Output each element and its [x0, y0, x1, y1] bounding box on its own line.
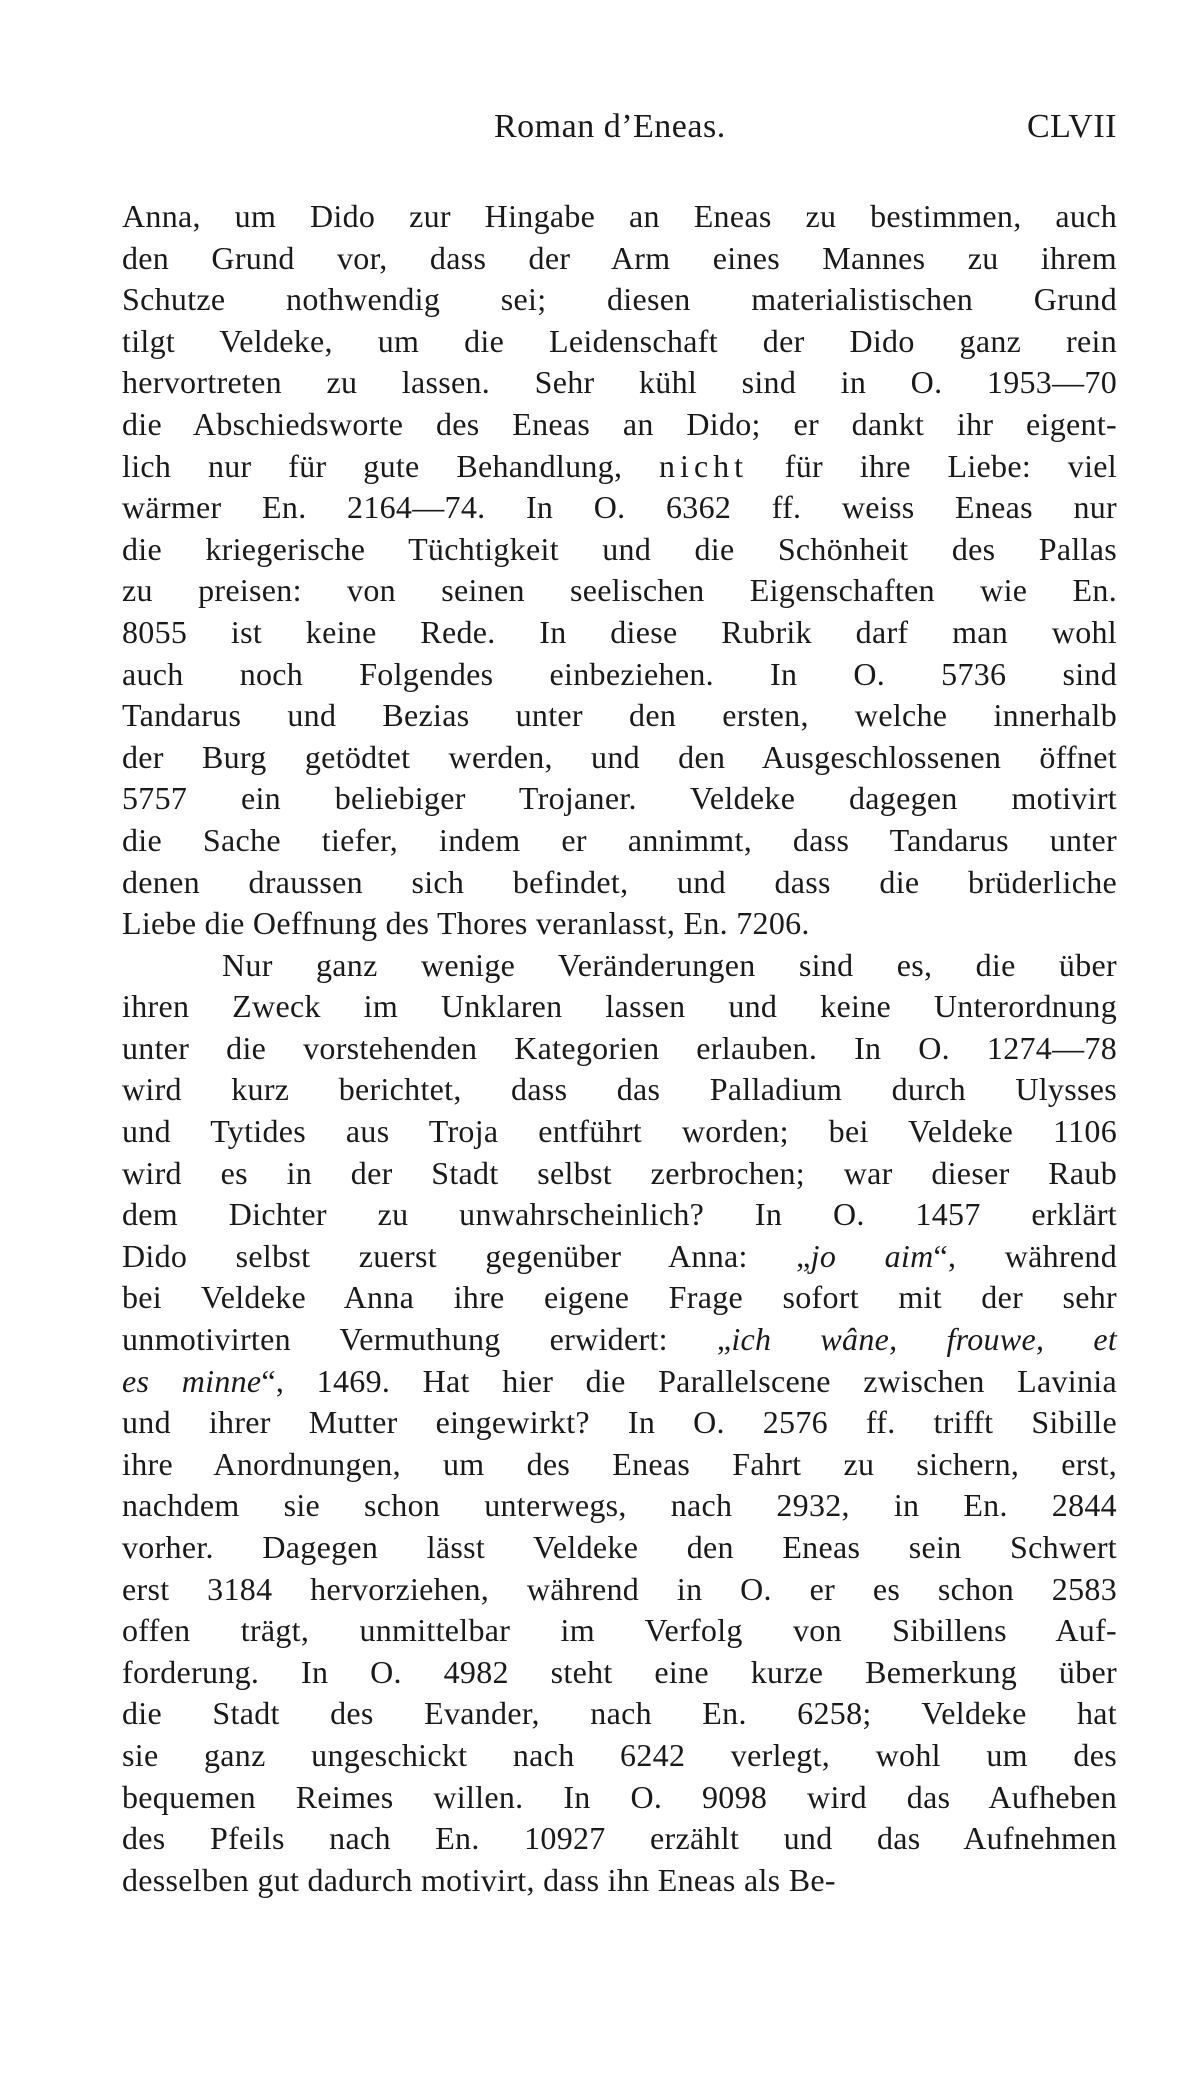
text-line: [122, 612, 1117, 654]
text-line: [122, 1693, 1117, 1735]
body-text: [122, 196, 1117, 1901]
text-line: [122, 1236, 1117, 1278]
text-line: [122, 986, 1117, 1028]
text-line: [122, 778, 1117, 820]
text-run: nachdem sie schon unterwegs, nach 2932, in En. 2844: [122, 1487, 1117, 1524]
text-line: [122, 279, 1117, 321]
text-run: bequemen Reimes willen. In O. 9098 wird das Aufheben: [122, 1778, 1117, 1815]
text-run: “, 1469. Hat hier die Parallelscene zwischen Lavinia: [261, 1362, 1117, 1399]
text-run: Liebe die Oeffnung des Thores veranlasst, En. 7206.: [122, 905, 810, 942]
text-run: 8055 ist keine Rede. In diese Rubrik darf man wohl: [122, 613, 1117, 650]
text-run: unmotivirten Vermuthung erwidert: „: [122, 1321, 732, 1358]
text-run: offen trägt, unmittelbar im Verfolg von Sibillens Auf-: [122, 1612, 1117, 1649]
text-line: [122, 1569, 1117, 1611]
text-run: denen draussen sich befindet, und dass die brüderliche: [122, 863, 1117, 900]
text-run: forderung. In O. 4982 steht eine kurze Bemerkung über: [122, 1653, 1117, 1690]
text-run: auch noch Folgendes einbeziehen. In O. 5736 sind: [122, 655, 1117, 692]
text-line: [122, 1111, 1117, 1153]
text-run: Tandarus und Bezias unter den ersten, welche innerhalb: [122, 697, 1117, 734]
text-line: [122, 1777, 1117, 1819]
text-run: lich nur für gute Behandlung,: [122, 447, 660, 484]
text-line: [122, 570, 1117, 612]
text-run: für ihre Liebe: viel: [748, 447, 1117, 484]
text-run: die Abschiedsworte des Eneas an Dido; er dankt ihr eigent-: [122, 405, 1117, 442]
text-line: [122, 238, 1117, 280]
page-number: CLVII: [1026, 108, 1117, 145]
text-run: unter die vorstehenden Kategorien erlauben. In O. 1274—78: [122, 1029, 1117, 1066]
text-run: der Burg getödtet werden, und den Ausgeschlossenen öffnet: [122, 738, 1117, 775]
text-run: “, während: [933, 1237, 1117, 1274]
text-run: wärmer En. 2164—74. In O. 6362 ff. weiss Eneas nur: [122, 489, 1117, 526]
text-line: [122, 1319, 1117, 1361]
text-line: [122, 362, 1117, 404]
text-line: [122, 1610, 1117, 1652]
text-line: [122, 1028, 1117, 1070]
text-line: [122, 321, 1117, 363]
text-run: 5757 ein beliebiger Trojaner. Veldeke dagegen motivirt: [122, 780, 1117, 817]
text-run: ihren Zweck im Unklaren lassen und keine Unterordnung: [122, 988, 1117, 1025]
text-run: Schutze nothwendig sei; diesen materialistischen Grund: [122, 281, 1117, 318]
text-line: [122, 1069, 1117, 1111]
text-line: [122, 1361, 1117, 1403]
text-line: [122, 404, 1117, 446]
text-line: [122, 1652, 1117, 1694]
text-run: desselben gut dadurch motivirt, dass ihn Eneas als Be-: [122, 1861, 836, 1898]
text-line: [122, 1485, 1117, 1527]
text-line: [122, 1194, 1117, 1236]
text-line: [122, 1818, 1117, 1860]
text-line: [122, 1402, 1117, 1444]
text-run: dem Dichter zu unwahrscheinlich? In O. 1457 erklärt: [122, 1196, 1117, 1233]
text-line: [122, 945, 1117, 987]
text-run: vorher. Dagegen lässt Veldeke den Eneas sein Schwert: [122, 1529, 1117, 1565]
text-run: wird kurz berichtet, dass das Palladium durch Ulysses: [122, 1071, 1117, 1108]
text-line: [122, 862, 1117, 904]
text-line: [122, 1735, 1117, 1777]
text-run: die Sache tiefer, indem er annimmt, dass Tandarus unter: [122, 821, 1117, 858]
text-line: [122, 654, 1117, 696]
text-line: [122, 446, 1117, 488]
text-line: [122, 487, 1117, 529]
text-run: den Grund vor, dass der Arm eines Mannes zu ihrem: [122, 239, 1117, 276]
running-head: [122, 108, 1117, 152]
text-run: wird es in der Stadt selbst zerbrochen; war dieser Raub: [122, 1154, 1117, 1191]
text-run: zu preisen: von seinen seelischen Eigenschaften wie En.: [122, 572, 1117, 609]
text-line: [122, 1153, 1117, 1195]
italic-quote: jo aim: [810, 1237, 934, 1274]
running-title: Roman d’Eneas.: [494, 108, 726, 145]
text-run: die kriegerische Tüchtigkeit und die Schönheit des Pallas: [122, 530, 1117, 567]
italic-quote: ich wâne, frouwe, et: [731, 1321, 1118, 1358]
text-run: erst 3184 hervorziehen, während in O. er es schon 2583: [122, 1570, 1117, 1607]
text-run: und ihrer Mutter eingewirkt? In O. 2576 ff. trifft Sibille: [122, 1404, 1117, 1441]
text-line: [122, 695, 1117, 737]
italic-quote: es minne: [122, 1362, 262, 1399]
text-run: bei Veldeke Anna ihre eigene Frage sofort mit der sehr: [122, 1279, 1117, 1316]
spaced-emphasis: nicht: [659, 447, 749, 484]
text-line: [122, 903, 1117, 945]
text-run: tilgt Veldeke, um die Leidenschaft der Dido ganz rein: [122, 322, 1117, 359]
text-line: [122, 1444, 1117, 1486]
text-line: [122, 529, 1117, 571]
text-run: des Pfeils nach En. 10927 erzählt und das Aufnehmen: [122, 1820, 1117, 1857]
text-run: Anna, um Dido zur Hingabe an Eneas zu bestimmen, auch: [122, 198, 1117, 234]
text-line: [122, 1277, 1117, 1319]
text-run: und Tytides aus Troja entführt worden; bei Veldeke 1106: [122, 1113, 1117, 1150]
text-run: Dido selbst zuerst gegenüber Anna: „: [122, 1237, 811, 1274]
text-run: hervortreten zu lassen. Sehr kühl sind in O. 1953—70: [122, 364, 1117, 401]
text-run: die Stadt des Evander, nach En. 6258; Veldeke hat: [122, 1695, 1117, 1732]
text-line: [122, 737, 1117, 779]
text-line: [122, 820, 1117, 862]
text-line: [122, 1860, 1117, 1902]
text-run: sie ganz ungeschickt nach 6242 verlegt, wohl um des: [122, 1736, 1117, 1773]
text-run: ihre Anordnungen, um des Eneas Fahrt zu sichern, erst,: [122, 1445, 1117, 1482]
text-line: [122, 1527, 1117, 1569]
text-run: Nur ganz wenige Veränderungen sind es, die über: [222, 946, 1117, 983]
text-line: [122, 196, 1117, 238]
